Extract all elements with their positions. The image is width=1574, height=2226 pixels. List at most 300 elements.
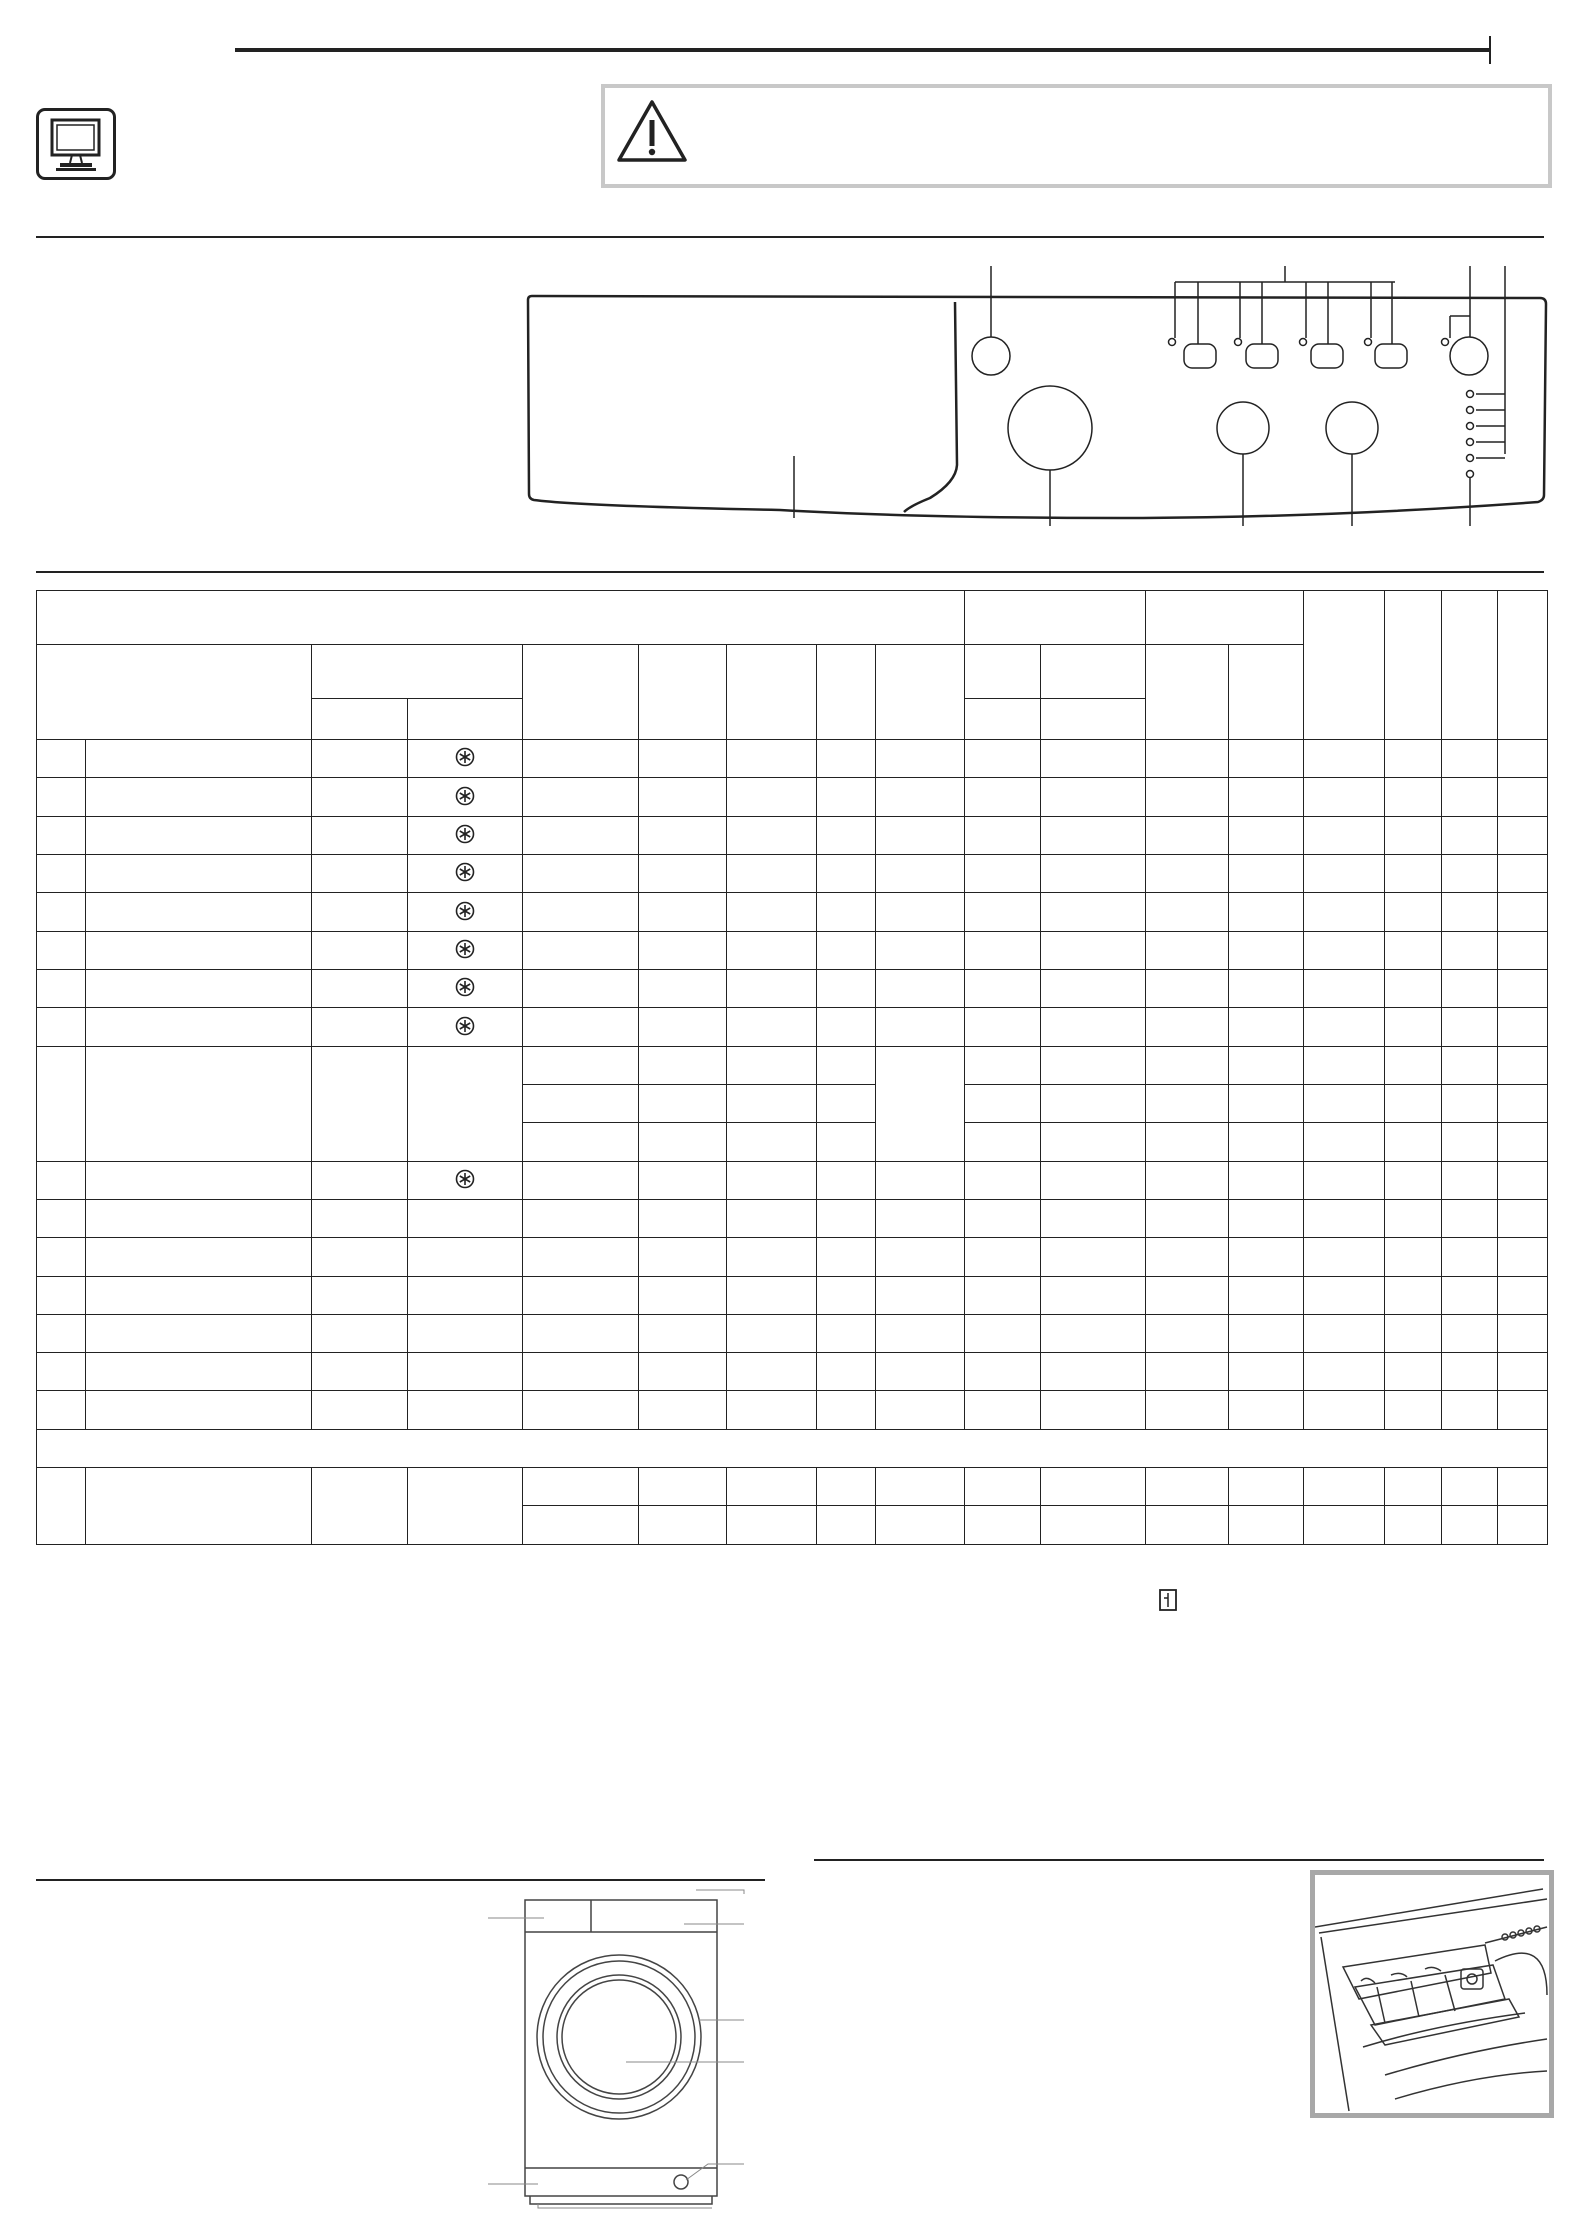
door-lock-icon bbox=[1158, 1589, 1178, 1611]
table-cell bbox=[816, 816, 875, 854]
table-cell bbox=[727, 1468, 816, 1506]
indicator-led-5 bbox=[1467, 455, 1474, 462]
table-cell bbox=[1229, 740, 1304, 778]
table-cell bbox=[1498, 778, 1548, 816]
table-cell bbox=[727, 1199, 816, 1237]
table-row bbox=[37, 1468, 1548, 1506]
table-cell bbox=[727, 1123, 816, 1161]
table-separator-row bbox=[37, 1429, 1548, 1467]
table-row bbox=[37, 1391, 1548, 1429]
table-cell bbox=[523, 1161, 639, 1199]
table-cell bbox=[523, 1314, 639, 1352]
table-cell bbox=[1385, 1161, 1442, 1199]
table-cell bbox=[639, 931, 727, 969]
table-cell bbox=[1145, 778, 1228, 816]
table-cell bbox=[1385, 1506, 1442, 1545]
table-cell bbox=[1229, 816, 1304, 854]
section-rule-right bbox=[814, 1859, 1544, 1861]
header-cell bbox=[1304, 591, 1385, 740]
table-cell bbox=[1229, 1008, 1304, 1046]
table-cell bbox=[1304, 1161, 1385, 1199]
table-cell bbox=[1304, 1314, 1385, 1352]
table-cell bbox=[1304, 778, 1385, 816]
panel-button-3 bbox=[1311, 344, 1343, 368]
indicator-led-6 bbox=[1467, 471, 1474, 478]
table-cell bbox=[37, 1353, 86, 1391]
table-cell bbox=[875, 1353, 964, 1391]
table-cell bbox=[1145, 1008, 1228, 1046]
table-cell bbox=[1145, 1161, 1228, 1199]
table-cell bbox=[1385, 778, 1442, 816]
table-cell bbox=[639, 970, 727, 1008]
table-cell bbox=[37, 1008, 86, 1046]
table-cell bbox=[37, 1468, 86, 1545]
table-cell bbox=[1498, 1391, 1548, 1429]
table-cell bbox=[1229, 1276, 1304, 1314]
table-cell bbox=[1498, 1238, 1548, 1276]
table-cell bbox=[816, 740, 875, 778]
table-cell bbox=[639, 893, 727, 931]
table-cell bbox=[1385, 931, 1442, 969]
table-cell bbox=[727, 1506, 816, 1545]
header-cell bbox=[965, 698, 1041, 739]
panel-knob-mid-2 bbox=[1326, 402, 1378, 454]
table-row bbox=[37, 1353, 1548, 1391]
table-cell bbox=[37, 1314, 86, 1352]
table-cell bbox=[523, 970, 639, 1008]
table-cell bbox=[1385, 1046, 1442, 1084]
table-cell bbox=[1498, 893, 1548, 931]
table-row bbox=[37, 740, 1548, 778]
header-rule-tick bbox=[1489, 36, 1491, 64]
table-row bbox=[37, 1008, 1548, 1046]
table-cell bbox=[523, 816, 639, 854]
table-cell bbox=[816, 778, 875, 816]
table-cell bbox=[1041, 1046, 1146, 1084]
table-cell bbox=[1304, 1123, 1385, 1161]
table-cell bbox=[1385, 1276, 1442, 1314]
table-cell bbox=[37, 1161, 86, 1199]
warning-triangle-icon bbox=[615, 98, 689, 164]
table-cell bbox=[1304, 740, 1385, 778]
table-cell bbox=[816, 1353, 875, 1391]
table-cell bbox=[312, 855, 407, 893]
table-cell bbox=[1385, 1238, 1442, 1276]
table-cell bbox=[1229, 855, 1304, 893]
header-cell bbox=[37, 644, 312, 739]
table-cell bbox=[727, 1008, 816, 1046]
panel-led-a bbox=[1169, 339, 1176, 346]
table-cell bbox=[1442, 1008, 1498, 1046]
snowflake-icon-cell bbox=[407, 740, 523, 778]
table-cell bbox=[37, 1199, 86, 1237]
table-cell bbox=[965, 1353, 1041, 1391]
table-cell bbox=[1041, 1199, 1146, 1237]
table-cell bbox=[875, 1161, 964, 1199]
table-cell bbox=[965, 816, 1041, 854]
table-cell bbox=[1304, 1084, 1385, 1122]
table-cell bbox=[1442, 1161, 1498, 1199]
table-cell bbox=[727, 893, 816, 931]
table-cell bbox=[1385, 1353, 1442, 1391]
table-cell bbox=[1442, 1084, 1498, 1122]
table-cell bbox=[965, 1199, 1041, 1237]
table-header-row-1 bbox=[37, 591, 1548, 645]
table-cell bbox=[1041, 893, 1146, 931]
table-cell bbox=[816, 1468, 875, 1506]
programme-table bbox=[36, 590, 1548, 1545]
table-row bbox=[37, 1161, 1548, 1199]
table-cell bbox=[1498, 1199, 1548, 1237]
table-cell bbox=[85, 893, 311, 931]
table-cell bbox=[85, 1046, 311, 1161]
table-cell bbox=[523, 1123, 639, 1161]
table-cell bbox=[37, 816, 86, 854]
snowflake-icon-cell bbox=[407, 778, 523, 816]
table-cell bbox=[1304, 1506, 1385, 1545]
table-cell bbox=[965, 1046, 1041, 1084]
computer-monitor-icon bbox=[36, 108, 116, 180]
table-cell bbox=[523, 740, 639, 778]
table-cell bbox=[727, 1314, 816, 1352]
table-cell bbox=[1442, 970, 1498, 1008]
table-row bbox=[37, 1238, 1548, 1276]
table-cell bbox=[1442, 1468, 1498, 1506]
section-rule-1 bbox=[36, 236, 1544, 238]
table-cell bbox=[1442, 1314, 1498, 1352]
table-cell bbox=[1229, 893, 1304, 931]
header-cell bbox=[965, 644, 1041, 698]
table-cell bbox=[1442, 1391, 1498, 1429]
table-cell bbox=[1442, 1199, 1498, 1237]
indicator-led-2 bbox=[1467, 407, 1474, 414]
table-cell bbox=[1041, 778, 1146, 816]
table-cell bbox=[312, 816, 407, 854]
table-cell bbox=[1385, 1468, 1442, 1506]
table-cell bbox=[1229, 970, 1304, 1008]
table-cell bbox=[727, 931, 816, 969]
table-cell bbox=[1304, 1276, 1385, 1314]
table-cell bbox=[875, 1046, 964, 1161]
snowflake-icon-cell bbox=[407, 1161, 523, 1199]
table-cell bbox=[1145, 1314, 1228, 1352]
table-cell bbox=[523, 1008, 639, 1046]
table-row bbox=[37, 970, 1548, 1008]
table-cell bbox=[85, 778, 311, 816]
table-cell bbox=[523, 1199, 639, 1237]
table-cell bbox=[875, 1276, 964, 1314]
table-cell bbox=[1498, 1008, 1548, 1046]
table-cell bbox=[1229, 1506, 1304, 1545]
table-cell bbox=[1145, 931, 1228, 969]
table-cell bbox=[1304, 855, 1385, 893]
table-cell bbox=[639, 1046, 727, 1084]
table-cell bbox=[1385, 893, 1442, 931]
table-cell bbox=[1385, 816, 1442, 854]
table-cell bbox=[639, 1276, 727, 1314]
table-cell bbox=[312, 778, 407, 816]
table-cell bbox=[1498, 1506, 1548, 1545]
table-cell bbox=[1229, 1199, 1304, 1237]
table-cell bbox=[965, 778, 1041, 816]
table-cell bbox=[37, 778, 86, 816]
table-cell bbox=[1229, 931, 1304, 969]
table-cell bbox=[816, 893, 875, 931]
table-cell bbox=[816, 931, 875, 969]
table-row bbox=[37, 1314, 1548, 1352]
table-cell bbox=[965, 1468, 1041, 1506]
table-cell bbox=[1498, 1353, 1548, 1391]
table-cell bbox=[1145, 1506, 1228, 1545]
table-cell bbox=[1229, 1468, 1304, 1506]
header-cell bbox=[639, 644, 727, 739]
table-cell bbox=[1385, 1123, 1442, 1161]
table-cell bbox=[1304, 1238, 1385, 1276]
table-cell bbox=[312, 970, 407, 1008]
table-cell bbox=[37, 1238, 86, 1276]
table-cell bbox=[312, 1046, 407, 1161]
table-cell bbox=[727, 1161, 816, 1199]
table-cell bbox=[407, 1391, 523, 1429]
table-cell bbox=[1145, 816, 1228, 854]
table-cell bbox=[1041, 1506, 1146, 1545]
panel-led-c bbox=[1300, 339, 1307, 346]
pump-cover bbox=[674, 2175, 688, 2189]
table-cell bbox=[1442, 816, 1498, 854]
table-cell bbox=[1385, 740, 1442, 778]
table-cell bbox=[1041, 740, 1146, 778]
programme-table-body bbox=[37, 740, 1548, 1545]
table-cell bbox=[816, 1161, 875, 1199]
table-cell bbox=[37, 970, 86, 1008]
header-cell bbox=[1442, 591, 1498, 740]
table-cell bbox=[85, 1008, 311, 1046]
table-cell bbox=[1145, 855, 1228, 893]
table-cell bbox=[1385, 855, 1442, 893]
table-cell bbox=[1041, 816, 1146, 854]
table-cell bbox=[85, 931, 311, 969]
header-cell bbox=[1145, 591, 1303, 645]
table-cell bbox=[816, 1391, 875, 1429]
table-cell bbox=[875, 1008, 964, 1046]
header-cell bbox=[1041, 698, 1146, 739]
table-cell bbox=[312, 1199, 407, 1237]
table-cell bbox=[965, 1008, 1041, 1046]
table-cell bbox=[639, 1391, 727, 1429]
table-cell bbox=[1229, 1123, 1304, 1161]
table-cell bbox=[639, 816, 727, 854]
panel-outline bbox=[528, 296, 1546, 518]
table-cell bbox=[523, 1084, 639, 1122]
table-cell bbox=[1498, 816, 1548, 854]
table-cell bbox=[727, 1353, 816, 1391]
table-cell bbox=[37, 931, 86, 969]
table-row bbox=[37, 1199, 1548, 1237]
table-cell bbox=[1498, 1161, 1548, 1199]
snowflake-icon-cell bbox=[407, 931, 523, 969]
table-cell bbox=[1041, 970, 1146, 1008]
table-cell bbox=[727, 855, 816, 893]
table-cell bbox=[965, 1314, 1041, 1352]
table-cell bbox=[523, 1238, 639, 1276]
table-cell bbox=[407, 1353, 523, 1391]
table-cell bbox=[639, 1468, 727, 1506]
table-cell bbox=[639, 1199, 727, 1237]
table-cell bbox=[875, 1506, 964, 1545]
table-cell bbox=[1041, 1123, 1146, 1161]
header-cell bbox=[1498, 591, 1548, 740]
table-cell bbox=[875, 970, 964, 1008]
header-cell bbox=[965, 591, 1146, 645]
table-cell bbox=[1041, 1468, 1146, 1506]
table-cell bbox=[523, 1468, 639, 1506]
table-cell bbox=[37, 1046, 86, 1161]
table-cell bbox=[1498, 1314, 1548, 1352]
table-row bbox=[37, 931, 1548, 969]
table-cell bbox=[965, 931, 1041, 969]
header-cell bbox=[727, 644, 816, 739]
table-cell bbox=[1498, 1468, 1548, 1506]
table-cell bbox=[1145, 1276, 1228, 1314]
table-row bbox=[37, 816, 1548, 854]
table-cell bbox=[1145, 1468, 1228, 1506]
table-cell bbox=[85, 1238, 311, 1276]
snowflake-icon-cell bbox=[407, 855, 523, 893]
table-cell bbox=[1304, 1391, 1385, 1429]
drawer-divider bbox=[904, 302, 957, 512]
table-cell bbox=[85, 1468, 311, 1545]
table-cell bbox=[1498, 970, 1548, 1008]
warning-box bbox=[601, 84, 1552, 188]
table-cell bbox=[1385, 1314, 1442, 1352]
table-cell bbox=[1145, 1353, 1228, 1391]
indicator-led-1 bbox=[1467, 391, 1474, 398]
header-cell bbox=[407, 698, 523, 739]
table-cell bbox=[1041, 1276, 1146, 1314]
table-cell bbox=[816, 1238, 875, 1276]
table-cell bbox=[1304, 893, 1385, 931]
table-cell bbox=[816, 1276, 875, 1314]
table-cell bbox=[875, 1199, 964, 1237]
table-cell bbox=[1041, 931, 1146, 969]
table-cell bbox=[85, 855, 311, 893]
table-cell bbox=[816, 1506, 875, 1545]
table-cell bbox=[875, 855, 964, 893]
header-cell bbox=[312, 698, 407, 739]
table-cell bbox=[875, 893, 964, 931]
table-row bbox=[37, 855, 1548, 893]
table-cell bbox=[1498, 1123, 1548, 1161]
machine-body bbox=[525, 1900, 717, 2196]
table-cell bbox=[85, 1353, 311, 1391]
table-cell bbox=[1304, 1008, 1385, 1046]
table-cell bbox=[85, 816, 311, 854]
snowflake-icon-cell bbox=[407, 893, 523, 931]
table-cell bbox=[523, 778, 639, 816]
table-cell bbox=[639, 1123, 727, 1161]
table-cell bbox=[312, 740, 407, 778]
panel-led-e bbox=[1442, 339, 1449, 346]
table-cell bbox=[875, 931, 964, 969]
table-cell bbox=[1041, 1391, 1146, 1429]
table-cell bbox=[816, 855, 875, 893]
table-cell bbox=[639, 1506, 727, 1545]
control-panel-diagram bbox=[520, 260, 1550, 530]
table-cell bbox=[875, 1314, 964, 1352]
table-cell bbox=[1442, 931, 1498, 969]
table-cell bbox=[523, 1046, 639, 1084]
header-cell bbox=[523, 644, 639, 739]
table-cell bbox=[1442, 1046, 1498, 1084]
table-cell bbox=[37, 1276, 86, 1314]
table-cell bbox=[312, 1276, 407, 1314]
table-cell bbox=[1145, 1084, 1228, 1122]
table-cell bbox=[85, 1314, 311, 1352]
table-cell bbox=[523, 855, 639, 893]
table-cell bbox=[639, 1008, 727, 1046]
table-cell bbox=[1145, 893, 1228, 931]
table-cell bbox=[523, 893, 639, 931]
table-cell bbox=[875, 816, 964, 854]
table-cell bbox=[1229, 1314, 1304, 1352]
table-cell bbox=[1145, 1391, 1228, 1429]
table-cell bbox=[1442, 1238, 1498, 1276]
table-cell bbox=[1385, 1008, 1442, 1046]
table-cell bbox=[816, 1046, 875, 1084]
panel-led-b bbox=[1235, 339, 1242, 346]
table-cell bbox=[639, 1314, 727, 1352]
table-cell bbox=[407, 1468, 523, 1545]
header-cell bbox=[1041, 644, 1146, 698]
table-cell bbox=[965, 1084, 1041, 1122]
table-cell bbox=[1498, 855, 1548, 893]
table-cell bbox=[1442, 1353, 1498, 1391]
machine-door-glass bbox=[557, 1975, 681, 2099]
table-cell bbox=[1304, 1046, 1385, 1084]
table-cell bbox=[1442, 1506, 1498, 1545]
table-cell bbox=[727, 1046, 816, 1084]
table-row bbox=[37, 1429, 1548, 1467]
table-cell bbox=[523, 1276, 639, 1314]
table-cell bbox=[407, 1238, 523, 1276]
table-cell bbox=[1304, 1199, 1385, 1237]
table-cell bbox=[727, 970, 816, 1008]
panel-knob-right bbox=[1450, 337, 1488, 375]
table-cell bbox=[639, 1238, 727, 1276]
table-cell bbox=[37, 1391, 86, 1429]
table-cell bbox=[1041, 1353, 1146, 1391]
table-row bbox=[37, 893, 1548, 931]
header-cell bbox=[875, 644, 964, 739]
table-cell bbox=[1442, 778, 1498, 816]
table-cell bbox=[523, 931, 639, 969]
table-cell bbox=[312, 893, 407, 931]
table-cell bbox=[727, 1391, 816, 1429]
table-cell bbox=[37, 855, 86, 893]
table-cell bbox=[965, 740, 1041, 778]
table-cell bbox=[875, 1238, 964, 1276]
panel-button-4 bbox=[1375, 344, 1407, 368]
table-cell bbox=[639, 1161, 727, 1199]
table-cell bbox=[1304, 816, 1385, 854]
table-cell bbox=[727, 1276, 816, 1314]
table-cell bbox=[1385, 970, 1442, 1008]
table-cell bbox=[523, 1353, 639, 1391]
table-cell bbox=[1145, 1046, 1228, 1084]
table-cell bbox=[1229, 1238, 1304, 1276]
table-cell bbox=[639, 740, 727, 778]
table-cell bbox=[1498, 931, 1548, 969]
